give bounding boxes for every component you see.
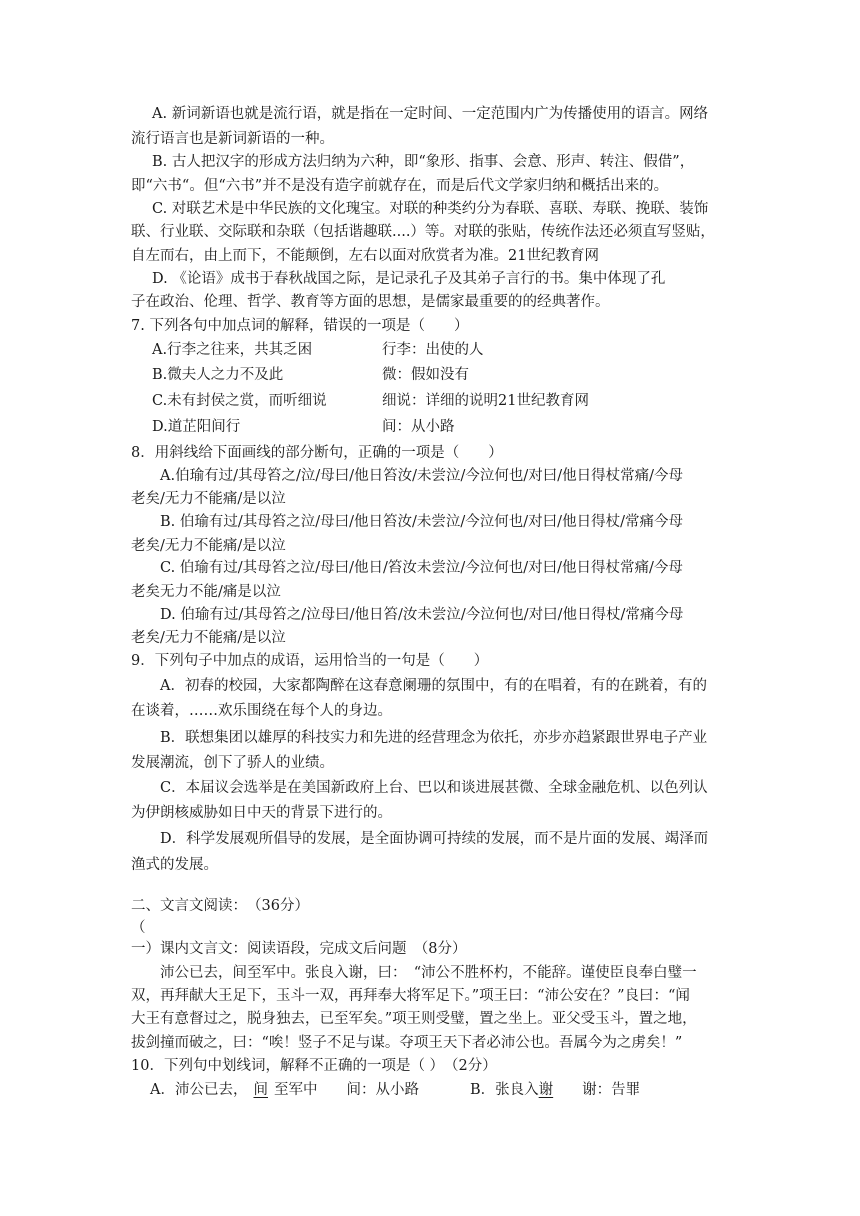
q8-option-b-line2: 老矣/无力不能痛/是以泣 (131, 538, 286, 554)
q6-option-d-line1: D. 《论语》成书于春秋战国之际，是记录孔子及其弟子言行的书。集中体现了孔 (152, 271, 666, 287)
q7-option-b: B.微夫人之力不及此 (152, 367, 284, 383)
q10-option-b-underlined-word: 谢 (538, 1082, 554, 1098)
q6-option-a-line1: A. 新词新语也就是流行语，就是指在一定时间、一定范围内广为传播使用的语言。网络 (152, 106, 709, 122)
q8-option-b-line1: B. 伯瑜有过/其母笞之泣/母曰/他日笞汝/未尝泣/今泣何也/对曰/他日得杖/常痛今母 (160, 514, 683, 530)
q9-option-b-line2: 发展潮流，创下了骄人的业绩。 (131, 755, 334, 771)
q7-option-a: A.行李之往来，共其乏困 (152, 342, 313, 358)
section2-title: 二、文言文阅读： （36分） (131, 898, 309, 914)
section2-paren: （ (131, 920, 146, 936)
q9-stem: 9．下列句子中加点的成语，运用恰当的一句是（ ） (131, 653, 489, 669)
passage-line3: 大王有意督过之，脱身独去，已至军矣。”项王则受璧，置之坐上。亚父受玉斗，置之地， (131, 1011, 697, 1027)
q10-option-b-prefix: B．张良入 (470, 1082, 539, 1098)
q10-option-b-suffix: 谢：告罪 (553, 1082, 641, 1098)
q10-option-a (150, 1080, 419, 1100)
q9-option-b-line1: B．联想集团以雄厚的科技实力和先进的经营理念为依托，亦步亦趋紧跟世界电子产业 (160, 730, 708, 746)
q8-option-a-line1: A.伯瑜有过/其母笞之/泣/母曰/他日笞汝/未尝泣/今泣何也/对曰/他日得杖常痛/今母 (160, 468, 684, 484)
q6-option-c-line3: 自左而右，由上而下，不能颠倒，左右以面对欣赏者为准。21世纪教育网 (131, 248, 599, 264)
passage-line4: 拔剑撞而破之，曰：“唉！竖子不足与谋。夺项王天下者必沛公也。吾属今为之虏矣！” (131, 1035, 683, 1051)
q6-option-b-line1: B. 古人把汉字的形成方法归纳为六种，即“象形、指事、会意、形声、转注、假借”， (152, 154, 695, 170)
q7-explanation-b: 微：假如没有 (382, 367, 469, 383)
q10-stem: 10．下列句中划线词，解释不正确的一项是（ ） （2分） (131, 1058, 497, 1074)
q8-option-d-line1: D. 伯瑜有过/其母笞之/泣母曰/他日笞/汝未尝泣/今泣何也/对曰/他日得杖/常痛今母 (160, 607, 684, 623)
q7-stem: 7. 下列各句中加点词的解释，错误的一项是（ ） (131, 318, 469, 334)
q8-option-c-line2: 老矣无力不能/痛是以泣 (131, 584, 281, 600)
q7-option-c: C.未有封侯之赏，而听细说 (152, 393, 327, 409)
q6-option-b-line2: 即“六书“。但“六书”并不是没有造字前就存在，而是后代文学家归纳和概括出来的。 (131, 178, 669, 194)
q8-option-a-line2: 老矣/无力不能痛/是以泣 (131, 491, 286, 507)
q7-option-d: D.道芷阳间行 (152, 419, 241, 435)
q10-option-a-suffix: 至军中 间：从小路 (273, 1082, 419, 1098)
q10-option-a-prefix: A．沛公已去， (150, 1082, 248, 1098)
q8-stem: 8．用斜线给下面画线的部分断句，正确的一项是（ ） (131, 445, 503, 461)
q6-option-c-line2: 联、行业联、交际联和杂联（包括谐趣联....）等。对联的张贴，传统作法还必须直写竖贴， (131, 224, 715, 240)
q10-option-b (470, 1080, 640, 1100)
q6-option-c-line1: C. 对联艺术是中华民族的文化瑰宝。对联的种类约分为春联、喜联、寿联、挽联、装饰 (152, 201, 709, 217)
q9-option-d-line2: 渔式的发展。 (131, 857, 218, 873)
passage-line1: 沛公已去，间至军中。张良入谢，曰： “沛公不胜杯杓，不能辞。谨使臣良奉白璧一 (160, 965, 697, 981)
q9-option-c-line1: C．本届议会选举是在美国新政府上台、巴以和谈进展甚微、全球金融危机、以色列认 (160, 780, 708, 796)
q6-option-a-line2: 流行语言也是新词新语的一种。 (131, 131, 334, 147)
q8-option-c-line1: C. 伯瑜有过/其母笞之泣/母曰/他日/笞汝未尝泣/今泣何也/对曰/他日得杖常痛/今母 (160, 560, 683, 576)
q7-explanation-d: 间：从小路 (382, 419, 455, 435)
q6-option-d-line2: 子在政治、伦理、哲学、教育等方面的思想，是儒家最重要的的经典著作。 (131, 294, 610, 310)
q7-explanation-a: 行李：出使的人 (382, 342, 484, 358)
q9-option-c-line2: 为伊朗核威胁如日中天的背景下进行的。 (131, 805, 392, 821)
q8-option-d-line2: 老矣/无力不能痛/是以泣 (131, 630, 286, 646)
q9-option-a-line1: A．初春的校园，大家都陶醉在这春意阑珊的氛围中，有的在唱着，有的在跳着，有的 (160, 678, 707, 694)
q10-option-a-underlined-word: 间 (253, 1082, 268, 1098)
passage-line2: 双，再拜献大王足下，玉斗一双，再拜奉大将军足下。”项王曰：“沛公安在？”良曰：“闻 (131, 988, 690, 1004)
section2-subtitle: 一）课内文言文：阅读语段，完成文后问题 （8分） (131, 941, 467, 957)
q9-option-d-line1: D．科学发展观所倡导的发展，是全面协调可持续的发展，而不是片面的发展、竭泽而 (160, 831, 709, 847)
q7-explanation-c: 细说：详细的说明21世纪教育网 (382, 393, 589, 409)
q9-option-a-line2: 在谈着，……欢乐围绕在每个人的身边。 (131, 703, 392, 719)
